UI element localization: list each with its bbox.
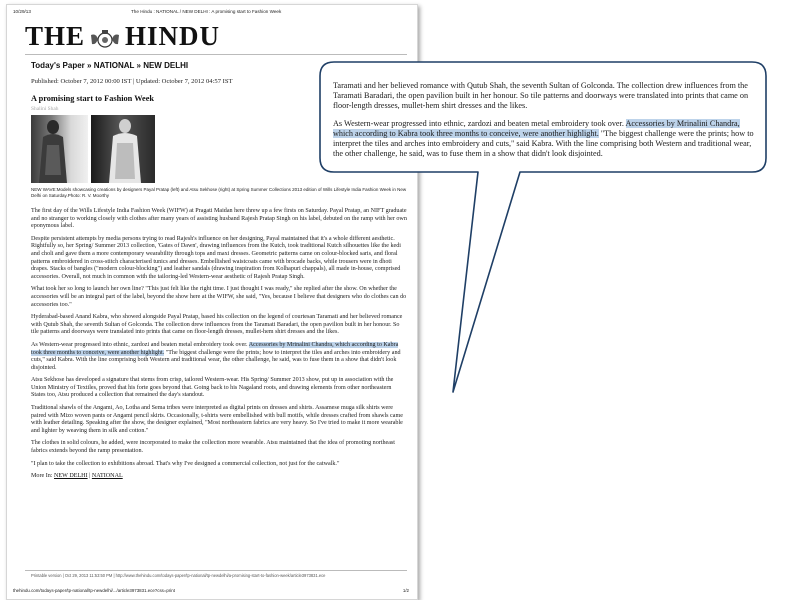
printable-version-line: Printable version | Oct 29, 2013 11:53:50 PM | http://www.thehindu.com/todays-paper/tp-national/tp-newdelhi/a-promising-start-to-fashion-week/article3973831.ece: [31, 573, 326, 578]
footer-url: thehindu.com/todays-paper/tp-national/tp-newdelhi/.../article3973831.ece?css=print: [13, 588, 175, 593]
callout-paragraph-highlighted: [333, 119, 761, 159]
masthead-right-word: HINDU: [125, 21, 221, 51]
article-paragraph: The first day of the Wills Lifestyle India Fashion Week (WIFW) at Pragati Maidan here threw up a few firsts on Saturday. Payal Pratap, an NIFT graduate and no stranger to working closely with clothes after many years of assisting husband Rajesh Pratap Singh on his label, debuted on the ramp with her own eponymous label.: [31, 208, 407, 230]
callout-highlighted-text: Accessories by Mrinalini Chandra, which according to Kabra took three months to conceive, were another highlight.: [333, 119, 740, 138]
print-date: 10/29/13: [13, 9, 31, 14]
more-in-label: More In:: [31, 473, 53, 480]
article-paragraph: Traditional shawls of the Angami, Ao, Lotha and Sema tribes were interpreted as digital prints on dresses and shirts. Assamese muga silk shirts were paired with Mizo woven pants or Angami pencil skirts. Occasionally, t-shirts were embellished with bull motifs, while dresses crafted from shawls came with leather detailing. Speaking after the show, the designer explained, "Most northeastern fabrics are very heavy. So I've tried to make it more wearable and lighter by weaving them in silk and cotton.": [31, 405, 403, 434]
paragraph-text: "The biggest challenge were the prints; how to interpret the tiles and arches into embroidery and cuts," said Kabra. With the line comprising both Western and traditional wear, the other challenge, he said, was to fuse them in a show that didn't look disjointed.: [31, 349, 401, 371]
article-paragraph: Atsu Sekhose has developed a signature that stems from crisp, tailored Western-wear. His Spring/ Summer 2013 show, put up in association with the Union Ministry of Textiles, proved that his forte goes beyond that. Going back to his Nagaland roots, and drawing elements from other northeastern States too, Atsu produced a collection that remained the day's standout.: [31, 377, 394, 399]
page-number: 1/2: [402, 588, 409, 593]
paragraph-text: As Western-wear progressed into ethnic, zardozi and beaten metal embroidery took over.: [31, 341, 248, 348]
article-paragraph: Hyderabad-based Anand Kabra, who showed alongside Payal Pratap, based his collection on the legend of courtesan Taramati and her believed romance with Qutub Shah, the seventh Sultan of Golconda. The collection drew influences from the Taramati Baradari, the open pavilion built in her honour. So tile patterns and doorways were translated into prints that came on floor-length dresses, mullet-hem shirt dresses and the likes.: [31, 314, 403, 336]
paragraph-text: As Western-wear progressed into ethnic, zardozi and beaten metal embroidery took over.: [333, 119, 624, 128]
breadcrumb-todays-paper[interactable]: Today's Paper: [31, 61, 85, 70]
breadcrumb-separator: »: [134, 61, 144, 70]
callout-paragraph: Taramati and her believed romance with Qutub Shah, the seventh Sultan of Golconda. The collection drew influences from the Taramati Baradari, the open pavilion built in her honour. So tile patterns and doorways were translated into prints that came on floor-length dresses, mullet-hem shirt dresses and the likes.: [333, 81, 749, 110]
breadcrumb-city[interactable]: NEW DELHI: [143, 61, 189, 70]
article-headline: A promising start to Fashion Week: [31, 94, 155, 103]
highlighted-text: Accessories by Mrinalini Chandra, which according to Kabra took three months to conceive, were another highlight.: [31, 341, 399, 356]
print-page-title: The Hindu : NATIONAL / NEW DELHI : A promising start to Fashion Week: [131, 9, 282, 14]
masthead-left-word: THE: [25, 21, 86, 51]
published-date: Published: October 7, 2012 00:00 IST | Updated: October 7, 2012 04:57 IST: [31, 78, 233, 85]
more-in-link-new-delhi[interactable]: NEW DELHI: [54, 473, 88, 480]
more-in-separator: |: [87, 473, 92, 480]
article-paragraph: What took her so long to launch her own line? "This just felt like the right time. I just thought I was ready," she replied after the show. On whether the accessories will be an integral part of the label, beyond the show here at the WIFW, she said, "Yes, because I believe that designers who do clothes can do accessories too.": [31, 286, 407, 308]
breadcrumb-national[interactable]: NATIONAL: [93, 61, 135, 70]
article-paragraph: Despite persistent attempts by media persons trying to read Rajesh's influence on her designing, Payal maintained that it's a whole different aesthetic. Rightfully so, her Spring/ Summer 2013 collection, 'Gates of Dawn', drawing influences from the Kutch, took traditional Kutch silhouettes like the kedi and choli and gave them a more contemporary wearability through tops and maxi dresses. Geometric patterns came on colour-blocked saris, and floral patterns embroidered in cross-stitch characterised tunics and dresses. Embellished waistcoats came with brocade backs, while trousers were in dhoti drapes. Stacks of bangles ("modern colour-blocking") and leather sandals (drawing inspiration from Kolhapuri chappals), all made in-house, comprised accessories. Overall, not much in common with the tailoring-led Western-wear aesthetic of Rajesh Pratap Singh.: [31, 235, 401, 280]
photo-caption: NEW WAVE:Models showcasing creations by designers Payal Pratap (left) and Atsu Sekhose (right) at Spring Summer Collections 2013 edition of Wills Lifestyle India Fashion Week in New Delhi on Saturday.Photo: R. V. Moorthy: [31, 187, 407, 198]
callout-zoomed-text: [333, 81, 761, 167]
more-in-link-national[interactable]: NATIONAL: [91, 473, 123, 480]
article-paragraph: "I plan to take the collection to exhibitions abroad. That's why I've designed a commercial collection, not just for the catwalk.": [31, 460, 340, 467]
paragraph-text: "The biggest challenge were the prints; how to interpret the tiles and arches into embroidery and cuts," said Kabra. With the line comprising both Western and traditional wear, the other challenge, he said, was to fuse them in a show that didn't look disjointed.: [333, 129, 754, 158]
breadcrumb-separator: »: [84, 61, 94, 70]
article-byline: Shalini Shah: [31, 106, 59, 112]
article-paragraph: The clothes in solid colours, he added, were incorporated to make the collection more wearable. Atsu maintained that the idea of promoting northeast fabrics extends beyond the ramp presentation.: [31, 440, 395, 455]
